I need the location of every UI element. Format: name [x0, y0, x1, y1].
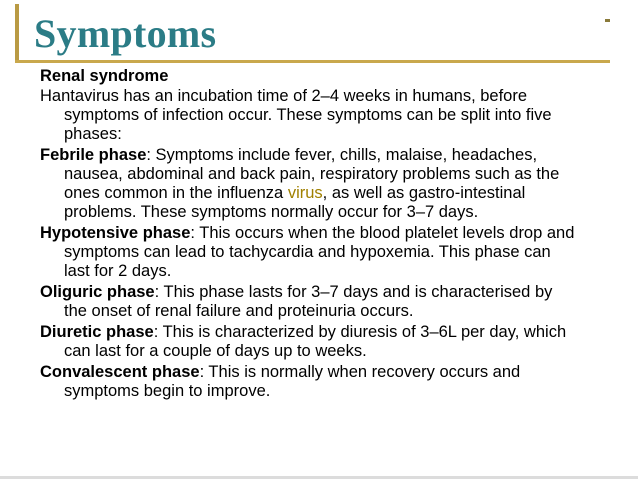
convalescent-phase-paragraph	[40, 363, 575, 401]
oliguric-phase-term: Oliguric phase	[40, 283, 155, 301]
virus-link[interactable]: virus	[287, 184, 323, 202]
rule-end-marker	[605, 19, 610, 22]
oliguric-phase-paragraph	[40, 283, 575, 321]
febrile-phase-term: Febrile phase	[40, 146, 147, 164]
section-subtitle: Renal syndrome	[40, 67, 169, 85]
oliguric-phase-text: : This phase lasts for 3–7 days and is characterised by the onset of renal failure and proteinuria occurs.	[64, 283, 553, 320]
title-underline-rule	[15, 60, 610, 63]
diuretic-phase-text: : This is characterized by diuresis of 3–6L per day, which can last for a couple of days up to weeks.	[64, 323, 567, 360]
slide-body	[40, 67, 575, 403]
hypotensive-phase-text: : This occurs when the blood platelet levels drop and symptoms can lead to tachycardia and hypoxemia. This phase can last for 2 days.	[64, 224, 575, 280]
intro-paragraph: Hantavirus has an incubation time of 2–4 weeks in humans, before symptoms of infection occur. These symptoms can be split into five phases:	[40, 87, 552, 143]
slide-title: Symptoms	[34, 11, 217, 56]
febrile-phase-text-end: , as well as gastro-intestinal problems. These symptoms normally occur for 3–7 days.	[64, 184, 526, 221]
convalescent-phase-text: : This is normally when recovery occurs and symptoms begin to improve.	[64, 363, 521, 400]
title-accent-bar	[15, 4, 19, 63]
convalescent-phase-term: Convalescent phase	[40, 363, 200, 381]
hypotensive-phase-paragraph	[40, 224, 575, 281]
febrile-phase-text: : Symptoms include fever, chills, malaise, headaches, nausea, abdominal and back pain, respiratory problems such as the ones common in the influenza	[64, 146, 560, 202]
diuretic-phase-term: Diuretic phase	[40, 323, 154, 341]
febrile-phase-paragraph	[40, 146, 575, 222]
diuretic-phase-paragraph	[40, 323, 575, 361]
hypotensive-phase-term: Hypotensive phase	[40, 224, 191, 242]
